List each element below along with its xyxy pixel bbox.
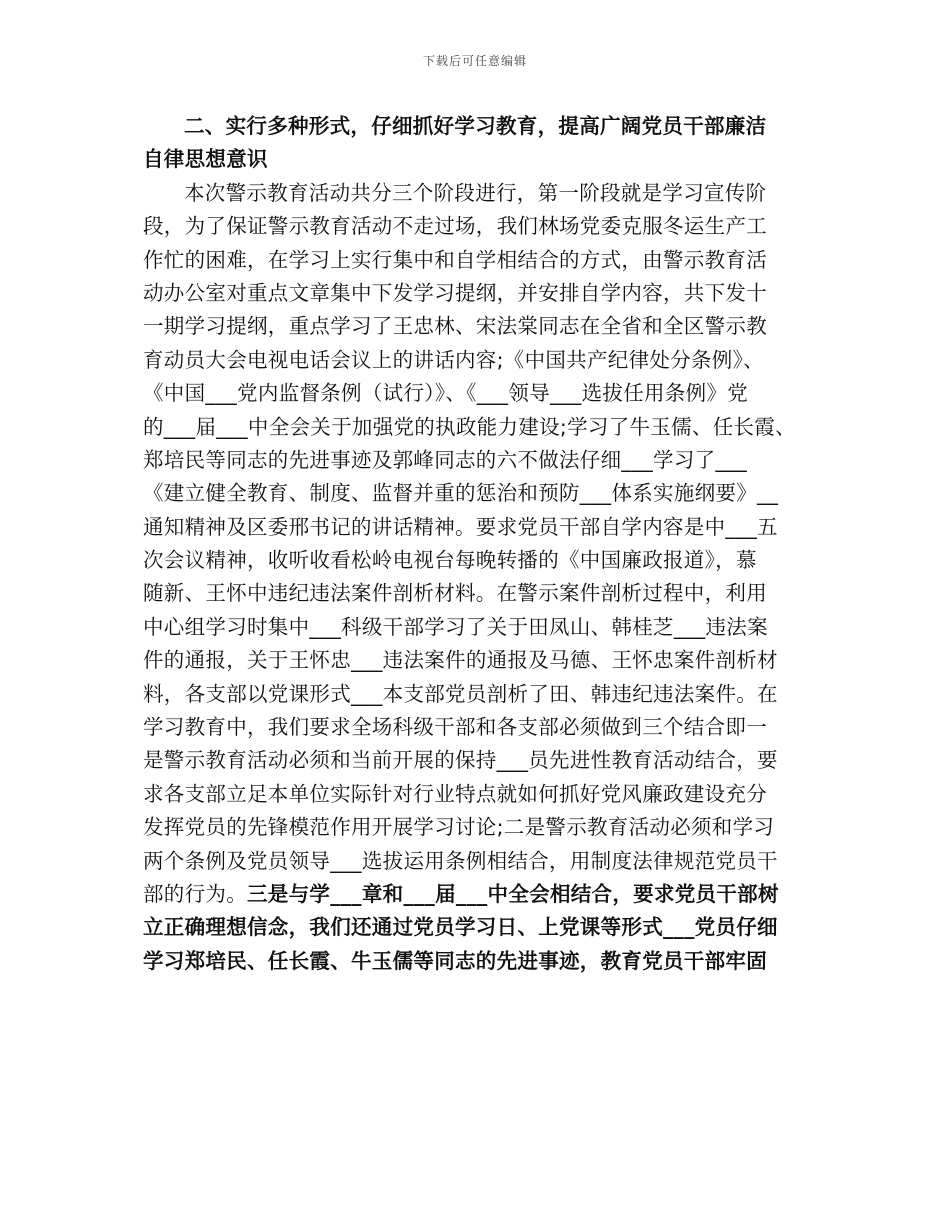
text-line: 料，各支部以党课形式___本支部党员剖析了田、韩违纪违法案件。在 <box>143 681 778 706</box>
text-line: 郑培民等同志的先进事迹及郭峰同志的六不做法仔细___学习了___ <box>143 447 748 472</box>
page-header: 下载后可任意编辑 <box>422 54 527 68</box>
mixed-line-normal: 部的行为。 <box>143 881 247 906</box>
text-line: 学习教育中，我们要求全场科级干部和各支部必须做到三个结合即一 <box>143 715 767 740</box>
bold-text-line: 学习郑培民、任长霞、牛玉儒等同志的先进事迹，教育党员干部牢固 <box>143 948 767 973</box>
text-line: 通知精神及区委邢书记的讲话精神。要求党员干部自学内容是中___五 <box>143 514 778 539</box>
text-line: 《中国___党内监督条例（试行）》、《___领导___选拔任用条例》党 <box>143 381 748 406</box>
text-line: 随新、王怀中违纪违法案件剖析材料。在警示案件剖析过程中，利用 <box>143 581 767 606</box>
paragraph-lines <box>143 110 815 878</box>
text-line: 一期学习提纲，重点学习了王忠林、宋法棠同志在全省和全区警示教 <box>143 314 767 339</box>
text-line: 段，为了保证警示教育活动不走过场，我们林场党委克服冬运生产工 <box>143 214 767 239</box>
text-line: 次会议精神，收听收看松岭电视台每晚转播的《中国廉政报道》，慕 <box>143 548 757 573</box>
text-line: 中心组学习时集中___科级干部学习了关于田凤山、韩桂芝___违法案 <box>143 614 768 639</box>
document-body <box>143 110 815 978</box>
bold-tail-lines <box>143 911 815 978</box>
mixed-line-bold: 三是与学___章和___届___中全会相结合，要求党员干部树 <box>247 881 779 906</box>
text-line: 是警示教育活动必须和当前开展的保持___员先进性教育活动结合，要 <box>143 748 778 773</box>
text-line: 发挥党员的先锋模范作用开展学习讨论;二是警示教育活动必须和学习 <box>143 815 775 840</box>
heading-line: 自律思想意识 <box>143 147 268 172</box>
heading-line: 二、实行多种形式，仔细抓好学习教育，提高广阔党员干部廉洁 <box>184 114 767 138</box>
mixed-line <box>143 878 815 911</box>
text-line: 作忙的困难，在学习上实行集中和自学相结合的方式，由警示教育活 <box>143 247 767 272</box>
text-line: 两个条例及党员领导___选拔运用条例相结合，用制度法律规范党员干 <box>143 848 778 873</box>
text-line: 育动员大会电视电话会议上的讲话内容;《中国共产纪律处分条例》、 <box>143 347 764 372</box>
text-line: 本次警示教育活动共分三个阶段进行，第一阶段就是学习宣传阶 <box>184 180 767 205</box>
bold-text-line: 立正确理想信念，我们还通过党员学习日、上党课等形式___党员仔细 <box>143 915 778 940</box>
text-line: 《建立健全教育、制度、监督并重的惩治和预防___体系实施纲要》__ <box>143 481 779 506</box>
text-line: 的___届___中全会关于加强党的执政能力建设;学习了牛玉儒、任长霞、 <box>143 414 796 439</box>
text-line: 求各支部立足本单位实际针对行业特点就如何抓好党风廉政建设充分 <box>143 781 767 806</box>
text-line: 动办公室对重点文章集中下发学习提纲，并安排自学内容，共下发十 <box>143 280 767 305</box>
text-line: 件的通报，关于王怀忠___违法案件的通报及马德、王怀忠案件剖析材 <box>143 648 778 673</box>
